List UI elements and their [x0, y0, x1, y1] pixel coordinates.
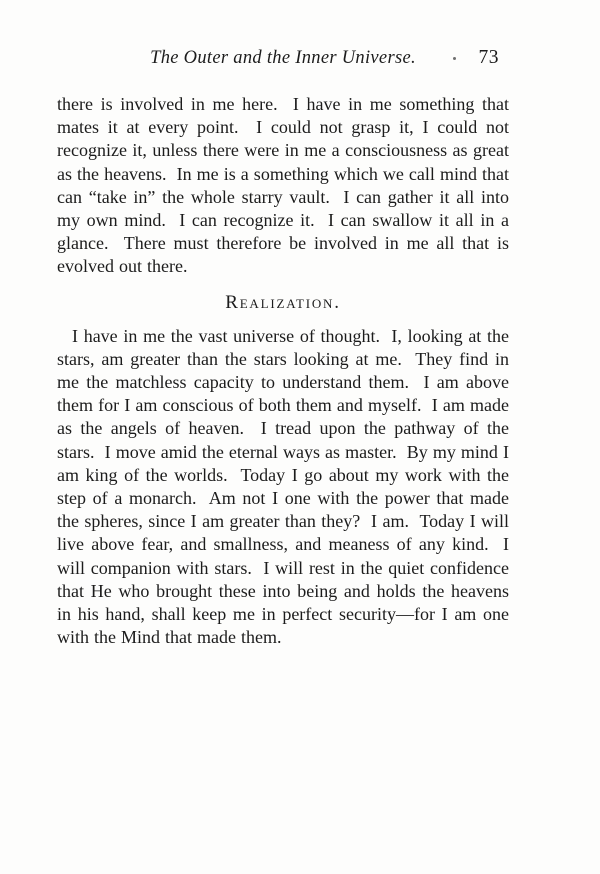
text-block — [57, 47, 514, 649]
paragraph-continuation: there is involved in me here. I have in me something that mates it at every point. I could not grasp it, I could not recognize it, unless there were in me a consciousness as great as the heavens. In me is a something which we call mind that can “take in” the whole starry vault. I can gather it all into my own mind. I can recognize it. I can swallow it all in a glance. There must therefore be involved in me all that is evolved out there. — [57, 94, 514, 277]
section-heading-realization: Realization. — [225, 291, 341, 313]
scan-speck-artifact — [453, 57, 456, 60]
paragraph-realization: I have in me the vast universe of thought. I, looking at the stars, am greater than the stars looking at me. They find in me the matchless capacity to understand them. I am above them for I am conscious of both them and myself. I am made as the angels of heaven. I tread upon the pathway of the stars. I move amid the eternal ways as master. By my mind I am king of the worlds. Today I go about my work with the step of a monarch. Am not I one with the power that made the spheres, since I am greater than they? I am. Today I will live above fear, and smallness, and meaness of any kind. I will companion with stars. I will rest in the quiet confidence that He who brought these into being and holds the heavens in his hand, shall keep me in perfect security—for I am one with the Mind that made them. — [57, 325, 514, 648]
page-number: 73 — [478, 47, 499, 68]
running-header-title: The Outer and the Inner Universe. — [150, 48, 416, 68]
running-header — [57, 48, 509, 76]
